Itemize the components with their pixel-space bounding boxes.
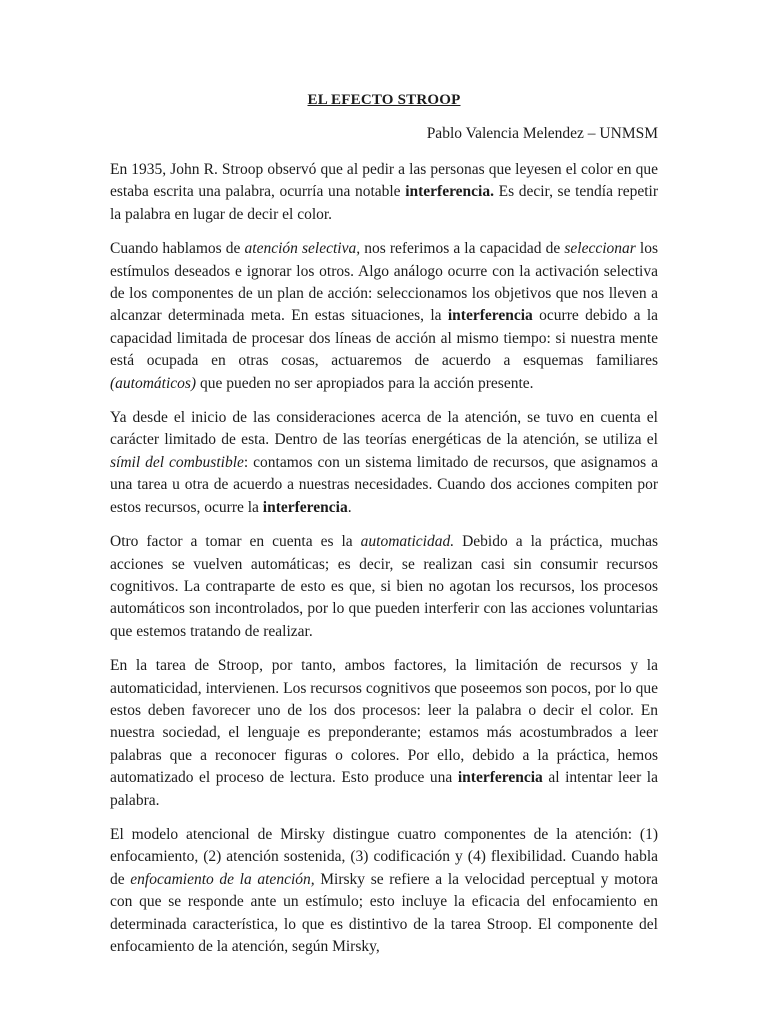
text-run: . xyxy=(347,498,352,516)
bold-term: interferencia xyxy=(262,498,348,516)
bold-term: interferencia. xyxy=(405,183,494,201)
text-run: Cuando hablamos de xyxy=(110,240,245,258)
text-run: al intentar leer la palabra. xyxy=(110,769,658,809)
text-run: que pueden no ser apropiados para la acción presente. xyxy=(196,374,534,392)
italic-term: enfocamiento de la atención, xyxy=(130,870,315,888)
author-line: Pablo Valencia Melendez – UNMSM xyxy=(426,125,658,142)
text-run: nos referimos a la capacidad de xyxy=(360,240,565,258)
paragraph-6 xyxy=(110,824,658,958)
text-run: El modelo atencional de Mirsky distingue cuatro componentes de la atención: (1) enfocamiento, (2) atención sostenida, (3) codificación y (4) flexibilidad. Cuando habla de xyxy=(110,825,658,888)
document-body xyxy=(110,159,658,958)
text-run: Debido a la práctica, muchas acciones se vuelven automáticas; es decir, se realizan casi sin consumir recursos cognitivos. La contraparte de esto es que, si bien no agotan los recursos, los procesos automáticos son incontrolados, por lo que pueden interferir con las acciones voluntarias que estemos tratando de realizar. xyxy=(110,533,658,640)
paragraph-3 xyxy=(110,407,658,519)
text-run: Es decir, se tendía repetir la palabra en lugar de decir el color. xyxy=(110,183,658,223)
italic-term: seleccionar xyxy=(564,240,636,258)
italic-term: atención selectiva, xyxy=(244,240,361,258)
text-run: Otro factor a tomar en cuenta es la xyxy=(110,533,361,551)
italic-term: automaticidad. xyxy=(360,533,455,551)
text-run: Ya desde el inicio de las consideraciones acerca de la atención, se tuvo en cuenta el carácter limitado de esta. Dentro de las teorías energéticas de la atención, se utiliza el xyxy=(110,409,658,449)
document-title: EL EFECTO STROOP xyxy=(307,92,461,108)
paragraph-2 xyxy=(110,238,658,395)
italic-term: (automáticos) xyxy=(110,374,197,392)
text-run: Mirsky se refiere a la velocidad perceptual y motora con que se responde ante un estímulo; esto incluye la eficacia del enfocamiento en determinada característica, lo que es distintivo de la tarea Stroop. El componente del enfocamiento de la atención, según Mirsky, xyxy=(110,870,659,955)
text-run: En 1935, John R. Stroop observó que al pedir a las personas que leyesen el color en que estaba escrita una palabra, ocurría una notable xyxy=(110,161,658,201)
italic-term: símil del combustible xyxy=(110,453,244,471)
bold-term: interferencia xyxy=(457,769,543,787)
paragraph-5 xyxy=(110,655,658,812)
text-run: En la tarea de Stroop, por tanto, ambos factores, la limitación de recursos y la automaticidad, intervienen. Los recursos cognitivos que poseemos son pocos, por lo que estos deben favorecer uno de los dos procesos: leer la palabra o decir el color. En nuestra sociedad, el lenguaje es preponderante; estamos más acostumbrados a leer palabras que a reconocer figuras o colores. Por ello, debido a la práctica, hemos automatizado el proceso de lectura. Esto produce una xyxy=(110,657,658,787)
text-run: ocurre debido a la capacidad limitada de procesar dos líneas de acción al mismo tiempo: si nuestra mente está ocupada en otras cosas, actuaremos de acuerdo a esquemas familiares xyxy=(110,307,658,370)
bold-term: interferencia xyxy=(447,307,533,325)
text-run: : contamos con un sistema limitado de recursos, que asignamos a una tarea u otra de acuerdo a nuestras necesidades. Cuando dos acciones compiten por estos recursos, ocurre la xyxy=(110,453,658,516)
text-run: los estímulos deseados e ignorar los otros. Algo análogo ocurre con la activación selectiva de los componentes de un plan de acción: seleccionamos los objetivos que nos lleven a alcanzar determinada meta. En estas situaciones, la xyxy=(110,240,658,325)
paragraph-1 xyxy=(110,159,658,226)
paragraph-4 xyxy=(110,531,658,643)
